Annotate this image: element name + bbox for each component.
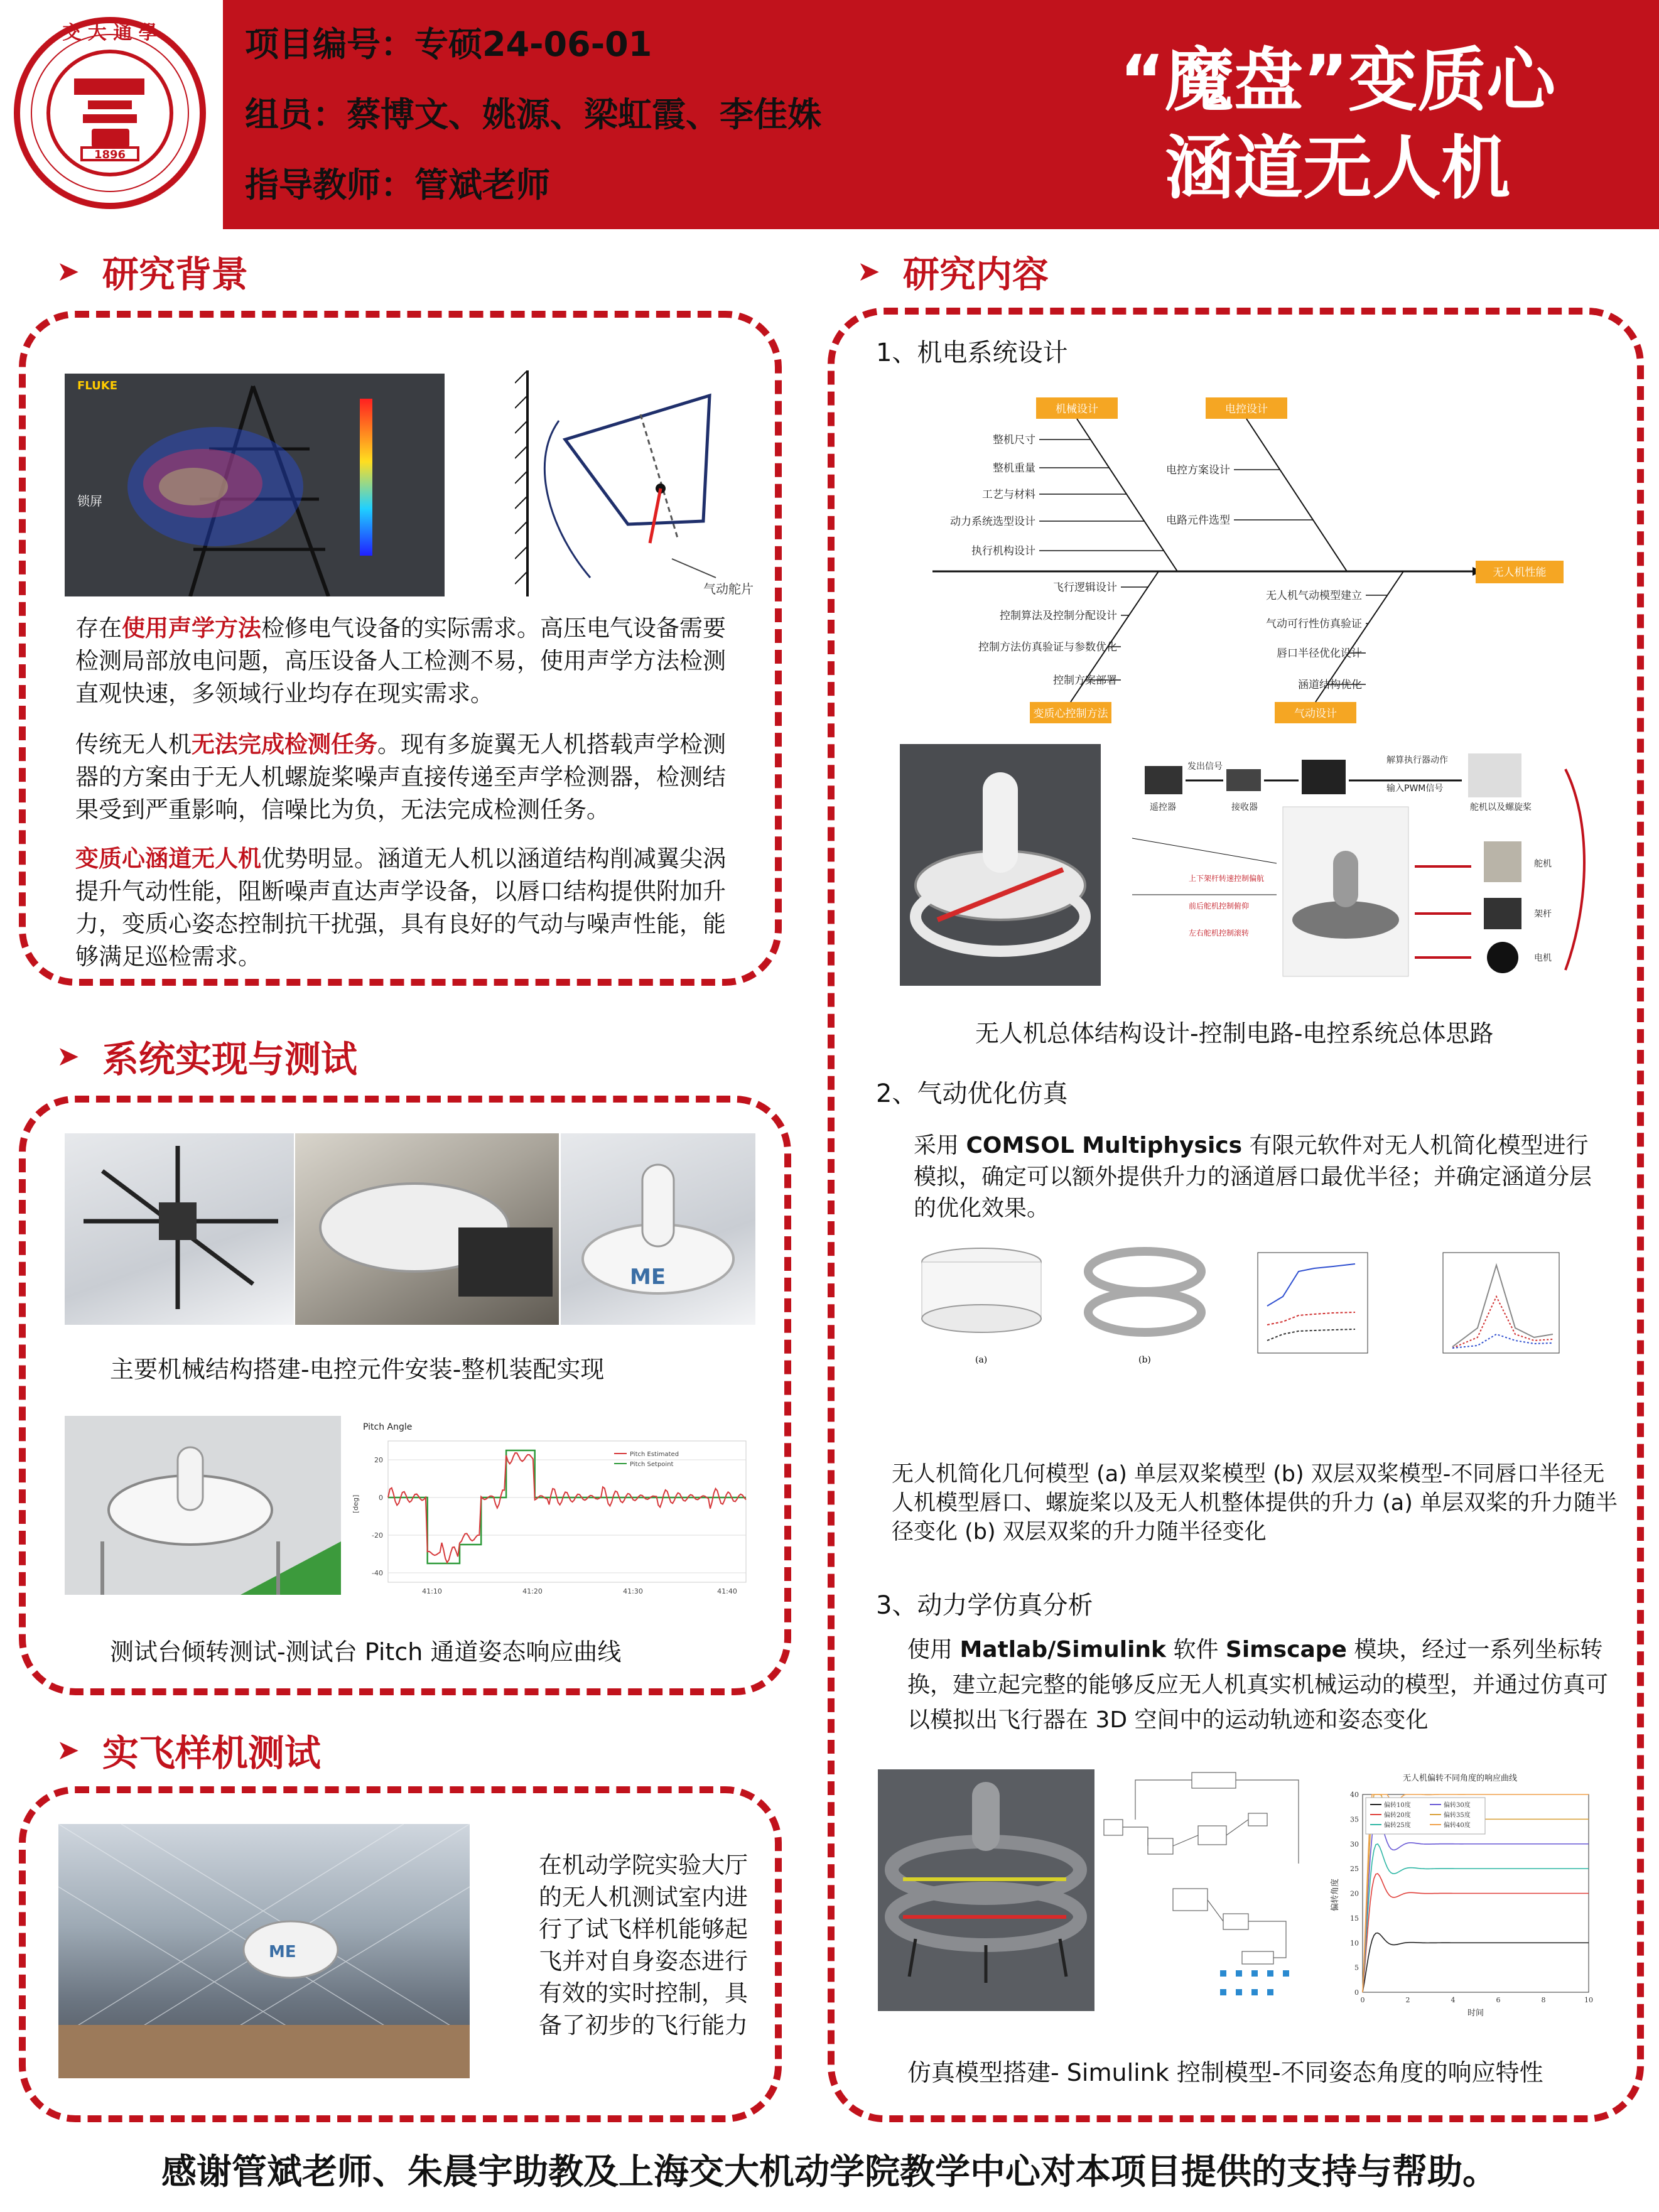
fishbone-item	[950, 515, 1144, 528]
svg-text:整机重量: 整机重量	[993, 462, 1035, 475]
fishbone-diagram	[907, 386, 1592, 738]
resp-xtick: 4	[1451, 1996, 1456, 2004]
resp-xtick: 8	[1541, 1996, 1546, 2004]
svg-text:唇口半径优化设计: 唇口半径优化设计	[1277, 647, 1362, 660]
arrow-icon: ➤	[57, 255, 80, 288]
flight-test-photo	[58, 1824, 470, 2078]
pitch-xtick: 41:40	[717, 1587, 737, 1595]
circuit-label-servo-prop: 舵机以及螺旋桨	[1470, 802, 1532, 812]
pitch-ytick: 0	[379, 1494, 383, 1502]
fishbone-item	[993, 462, 1109, 475]
lock-label: 锁屏	[77, 494, 102, 509]
logo-year: 1896	[94, 148, 126, 161]
aero-sim-text: 采用 COMSOL Multiphysics 有限元软件对无人机简化模型进行模拟，确定可以额外提供升力的涵道唇口最优半径；并确定涵道分层的优化效果。	[914, 1133, 1592, 1221]
svg-text:飞行逻辑设计: 飞行逻辑设计	[1053, 581, 1117, 594]
svg-text:气动设计: 气动设计	[1294, 708, 1337, 720]
svg-text:Pitch Estimated: Pitch Estimated	[630, 1451, 679, 1458]
university-logo	[0, 0, 223, 229]
fig-label-b: (b)	[1138, 1355, 1151, 1365]
svg-text:整机尺寸: 整机尺寸	[993, 434, 1035, 446]
svg-text:Pitch Setpoint: Pitch Setpoint	[630, 1461, 674, 1468]
circuit-label-solve: 解算执行器动作	[1386, 755, 1448, 765]
system-caption-2: 测试台倾转测试-测试台 Pitch 通道姿态响应曲线	[110, 1638, 622, 1666]
resp-ytick: 25	[1350, 1865, 1359, 1874]
fishbone-item	[1166, 514, 1313, 527]
vane-label: 气动舵片	[703, 581, 754, 596]
arrow-icon: ➤	[57, 1040, 80, 1072]
svg-text:偏转25度: 偏转25度	[1384, 1822, 1411, 1829]
svg-text:动力系统选型设计: 动力系统选型设计	[950, 515, 1035, 528]
fishbone-head-0	[1036, 397, 1118, 419]
system-overview-figure	[900, 744, 1616, 986]
svg-text:ME: ME	[269, 1943, 296, 1961]
pitch-angle-chart	[344, 1416, 755, 1604]
resp-ytick: 40	[1350, 1791, 1359, 1799]
svg-text:控制方法仿真验证与参数优化: 控制方法仿真验证与参数优化	[978, 641, 1117, 654]
fishbone-item	[1166, 464, 1280, 477]
highlight-ducted-drone: 变质心涵道无人机	[75, 845, 261, 872]
member-list: 组员：蔡博文、姚源、梁虹霞、李佳姝	[245, 95, 821, 134]
sjtu-seal-icon	[0, 0, 223, 229]
pitch-ylabel: [deg]	[352, 1494, 360, 1513]
svg-text:控制算法及控制分配设计: 控制算法及控制分配设计	[1000, 610, 1117, 622]
vane-diagram	[515, 370, 772, 596]
plot-area	[388, 1441, 746, 1582]
resp-series-line	[1363, 1933, 1589, 1992]
pitch-xtick: 41:30	[623, 1587, 643, 1595]
svg-text:电控设计: 电控设计	[1225, 403, 1268, 416]
poster-title-line2: 涵道无人机	[1165, 128, 1510, 208]
background-paragraph-3: 变质心涵道无人机优势明显。涵道无人机以涵道结构削减翼尖涡提升气动性能，阻断噪声直达声学设备，以唇口结构提供附加升力，变质心姿态控制抗干扰强，具有良好的气动与噪声性能，能够满足巡检需求。	[75, 845, 726, 970]
section-heading-background	[57, 245, 248, 298]
resp-xlabel: 时间	[1467, 2009, 1484, 2018]
section-heading-system	[57, 1030, 357, 1082]
electronics-installation-photo	[295, 1133, 559, 1325]
fishbone-head-2	[1030, 702, 1111, 723]
resp-series-line	[1363, 1844, 1589, 1992]
subsection-title-2: 2、气动优化仿真	[876, 1079, 1068, 1108]
content-caption-2: 无人机简化几何模型 (a) 单层双桨模型 (b) 双层双桨模型-不同唇口半径无人机模型唇口、螺旋桨以及无人机整体提供的升力 (a) 单层双桨的升力随半径变化 (b) 双层双桨的升力随半径变化	[892, 1462, 1618, 1545]
svg-text:偏转30度: 偏转30度	[1444, 1802, 1471, 1809]
angle-response-chart	[1322, 1769, 1598, 2020]
resp-title: 无人机偏转不同角度的响应曲线	[1402, 1774, 1518, 1783]
resp-series-line	[1363, 1874, 1589, 1992]
transmission-tower-image	[65, 374, 445, 596]
resp-ytick: 35	[1350, 1815, 1359, 1824]
svg-text:偏转35度: 偏转35度	[1444, 1812, 1471, 1819]
thermal-acoustic-image	[65, 374, 445, 596]
mechanical-frame-photo	[65, 1133, 294, 1325]
svg-text:变质心控制方法: 变质心控制方法	[1033, 708, 1108, 720]
circuit-label-motor: 电机	[1534, 953, 1552, 963]
fishbone-item	[1277, 647, 1366, 660]
fishbone-item	[1298, 679, 1366, 691]
acknowledgement-footer: 感谢管斌老师、朱晨宇助教及上海交大机动学院教学中心对本项目提供的支持与帮助。	[161, 2152, 1498, 2193]
resp-xtick: 10	[1584, 1996, 1593, 2004]
svg-text:偏转10度: 偏转10度	[1384, 1802, 1411, 1809]
pitch-xtick: 41:10	[422, 1587, 442, 1595]
svg-text:无人机气动模型建立: 无人机气动模型建立	[1266, 590, 1362, 602]
poster-header	[0, 0, 1659, 229]
circuit-label-pwm: 输入PWM信号	[1386, 784, 1444, 794]
fishbone-head-1	[1206, 397, 1287, 419]
fishbone-item	[993, 434, 1091, 446]
lift-vs-radius-chart-a	[1258, 1253, 1368, 1353]
svg-text:涵道结构优化: 涵道结构优化	[1298, 679, 1362, 691]
content-caption-1: 无人机总体结构设计-控制电路-电控系统总体思路	[975, 1020, 1494, 1047]
svg-text:交 大 通 學: 交 大 通 學	[62, 22, 158, 44]
header-banner	[223, 0, 1659, 229]
circuit-note-roll: 左右舵机控制滚转	[1189, 929, 1250, 937]
aero-sim-figures	[894, 1240, 1616, 1378]
fluke-brand: FLUKE	[77, 379, 117, 392]
circuit-label-send: 发出信号	[1187, 762, 1223, 772]
subsection-title-1: 1、机电系统设计	[876, 338, 1068, 367]
background-paragraph-1: 存在使用声学方法检修电气设备的实际需求。高压电气设备需要检测局部放电问题，高压设备人工检测不易，使用声学方法检测直观快速，多领域行业均存在现实需求。	[75, 615, 726, 707]
circuit-label-frame: 架杆	[1534, 909, 1552, 919]
heading-text: 系统实现与测试	[102, 1038, 357, 1081]
svg-text:电路元件选型: 电路元件选型	[1166, 514, 1230, 527]
resp-legend	[1366, 1798, 1485, 1834]
fishbone-item	[1053, 674, 1121, 687]
fishbone-item	[1266, 618, 1368, 630]
fishbone-item	[971, 545, 1164, 558]
circuit-note-pitch: 前后舵机控制俯仰	[1189, 902, 1250, 910]
svg-text:ME: ME	[630, 1265, 666, 1290]
project-number: 项目编号：专硕24-06-01	[245, 24, 652, 64]
circuit-note-yaw: 上下架杆转速控制偏航	[1189, 874, 1265, 883]
resp-ytick: 20	[1350, 1889, 1359, 1898]
resp-series-line	[1363, 1815, 1589, 1992]
resp-xtick: 0	[1360, 1996, 1365, 2004]
arrow-icon: ➤	[857, 255, 880, 288]
svg-text:偏转20度: 偏转20度	[1384, 1812, 1411, 1819]
heading-text: 研究内容	[902, 253, 1049, 296]
heading-text: 研究背景	[102, 253, 248, 296]
pitch-ytick: 20	[374, 1456, 383, 1464]
subsection-title-3: 3、动力学仿真分析	[876, 1591, 1093, 1620]
double-layer-model-figure	[1088, 1251, 1201, 1365]
fishbone-result	[1476, 561, 1564, 583]
fishbone-item	[982, 488, 1127, 501]
heading-text: 实飞样机测试	[102, 1732, 321, 1774]
lift-vs-radius-chart-b	[1443, 1253, 1559, 1353]
resp-ytick: 15	[1350, 1914, 1359, 1923]
advisor-name: 指导教师：管斌老师	[245, 165, 550, 205]
fishbone-item	[1053, 581, 1148, 594]
pitch-xtick: 41:20	[522, 1587, 543, 1595]
resp-ytick: 10	[1350, 1939, 1359, 1948]
resp-ytick: 5	[1354, 1963, 1359, 1972]
svg-text:电控方案设计: 电控方案设计	[1166, 464, 1230, 477]
resp-xtick: 2	[1405, 1996, 1410, 2004]
pitch-ytick: -40	[372, 1569, 383, 1577]
svg-text:机械设计: 机械设计	[1056, 403, 1098, 416]
system-caption-1: 主要机械结构搭建-电控元件安装-整机装配实现	[110, 1356, 605, 1383]
svg-text:气动可行性仿真验证: 气动可行性仿真验证	[1266, 618, 1362, 630]
fishbone-item	[978, 641, 1121, 654]
flight-description: 在机动学院实验大厅的无人机测试室内进行了试飞样机能够起飞并对自身姿态进行有效的实时控制，具备了初步的飞行能力	[539, 1852, 748, 2039]
fig-label-a: (a)	[975, 1355, 988, 1365]
highlight-acoustic: 使用声学方法	[122, 615, 261, 642]
section-heading-content	[857, 245, 1049, 298]
simscape-model-image	[878, 1769, 1094, 2011]
circuit-label-servo: 舵机	[1534, 859, 1552, 869]
poster-title-line1: “魔盘”变质心	[1119, 40, 1556, 121]
resp-xtick: 6	[1496, 1996, 1501, 2004]
fishbone-head-3	[1275, 702, 1356, 723]
fishbone-item	[1266, 590, 1387, 602]
highlight-failure: 无法完成检测任务	[192, 731, 377, 758]
section-heading-flight	[57, 1724, 321, 1776]
dynamics-sim-text: 使用 Matlab/Simulink 软件 Simscape 模块，经过一系列坐标转换，建立起完整的能够反应无人机真实机械运动的模型，并通过仿真可以模拟出飞行器在 3D 空间中的运动轨迹和姿态变化	[907, 1637, 1609, 1733]
test-rig-photo	[65, 1416, 341, 1595]
svg-text:执行机构设计: 执行机构设计	[971, 545, 1035, 558]
svg-text:无人机性能: 无人机性能	[1493, 566, 1547, 579]
fishbone-item	[1000, 610, 1129, 622]
arrow-icon: ➤	[57, 1734, 80, 1766]
pitch-ytick: -20	[372, 1531, 383, 1540]
single-layer-model-figure	[922, 1248, 1041, 1365]
background-paragraph-2: 传统无人机无法完成检测任务。现有多旋翼无人机搭载声学检测器的方案由于无人机螺旋桨噪声直接传递至声学检测器，检测结果受到严重影响，信噪比为负，无法完成检测任务。	[75, 731, 726, 823]
content-caption-3: 仿真模型搭建- Simulink 控制模型-不同姿态角度的响应特性	[907, 2059, 1543, 2086]
assembled-drone-photo	[561, 1133, 755, 1325]
svg-text:控制方案部署: 控制方案部署	[1053, 674, 1117, 687]
svg-text:工艺与材料: 工艺与材料	[982, 488, 1035, 501]
svg-text:偏转40度: 偏转40度	[1444, 1822, 1471, 1829]
circuit-label-receiver: 接收器	[1231, 802, 1258, 812]
resp-ytick: 30	[1350, 1840, 1359, 1848]
circuit-label-rc: 遥控器	[1150, 802, 1176, 812]
simulink-control-model	[1098, 1769, 1321, 2011]
pitch-title: Pitch Angle	[363, 1422, 413, 1432]
resp-ytick: 0	[1354, 1988, 1359, 1997]
resp-ylabel: 偏转角度	[1331, 1878, 1340, 1912]
